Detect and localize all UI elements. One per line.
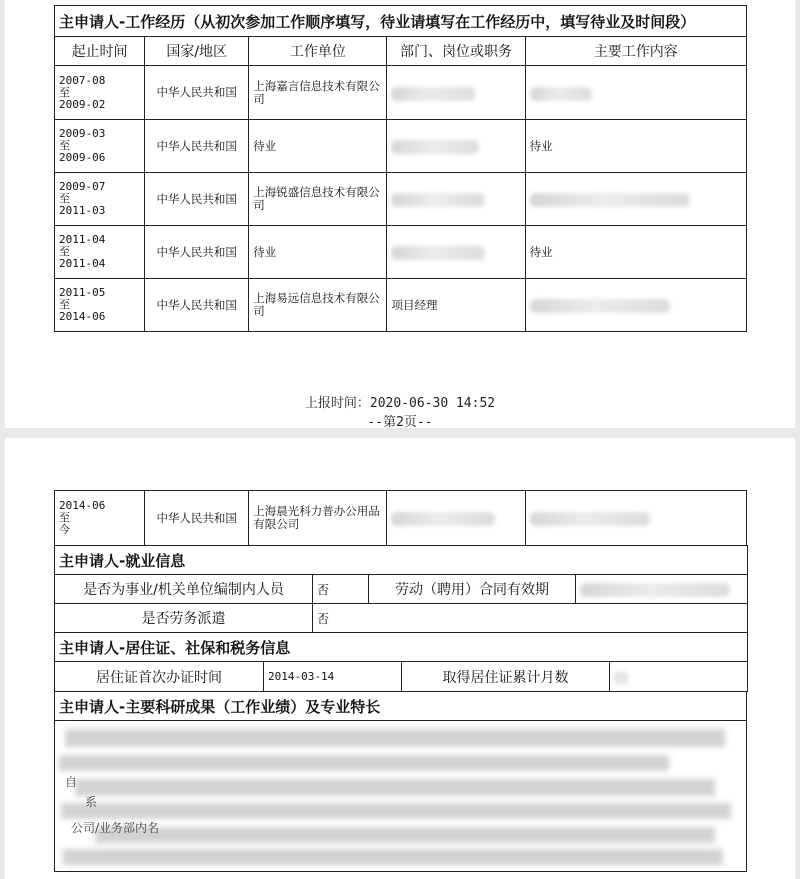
establishment-value: 否 — [313, 575, 369, 604]
period-cell: 2009-03 至 2009-06 — [55, 120, 145, 173]
duties-cell — [525, 279, 746, 332]
redacted-mark — [580, 583, 730, 597]
duties-cell: 待业 — [525, 226, 746, 279]
contract-period-label: 劳动（聘用）合同有效期 — [369, 575, 576, 604]
redacted-mark — [391, 140, 479, 154]
employment-section-title: 主申请人-就业信息 — [55, 546, 748, 575]
redacted-mark — [95, 827, 715, 843]
dispatch-label: 是否劳务派遣 — [55, 604, 313, 633]
redacted-mark — [614, 671, 628, 685]
position-cell — [387, 491, 525, 546]
redacted-mark — [63, 849, 723, 865]
position-cell — [387, 226, 525, 279]
table-row — [55, 120, 747, 173]
table-row — [55, 279, 747, 332]
employer-cell: 待业 — [249, 226, 387, 279]
employer-cell: 上海易远信息技术有限公司 — [249, 279, 387, 332]
table-row — [55, 491, 747, 546]
employment-table — [54, 545, 748, 633]
header-country: 国家/地区 — [145, 37, 249, 66]
work-history-section-title: 主申请人-工作经历（从初次参加工作顺序填写，待业请填写在工作经历中，填写待业及时间段） — [55, 6, 747, 37]
duties-cell — [525, 491, 746, 546]
page-number: --第2页-- — [367, 415, 433, 430]
achievements-section-title: 主申请人-主要科研成果（工作业绩）及专业特长 — [55, 692, 747, 721]
header-employer: 工作单位 — [249, 37, 387, 66]
document-page-2 — [5, 438, 795, 879]
text-fragment: 系 — [85, 795, 98, 809]
redacted-mark — [75, 779, 715, 796]
header-position: 部门、岗位或职务 — [387, 37, 525, 66]
redacted-mark — [391, 512, 495, 526]
continuation-table — [54, 490, 747, 546]
redacted-text-block — [55, 721, 746, 871]
report-time: 上报时间：2020-06-30 14:52 — [304, 396, 496, 411]
permit-months-value — [610, 662, 748, 692]
country-cell: 中华人民共和国 — [145, 173, 249, 226]
redacted-mark — [391, 193, 485, 207]
table-row — [55, 66, 747, 120]
employer-cell: 上海晨光科力普办公用品有限公司 — [249, 491, 387, 546]
employer-cell: 待业 — [249, 120, 387, 173]
permit-first-date-label: 居住证首次办证时间 — [55, 662, 264, 692]
duties-cell — [525, 173, 746, 226]
permit-first-date-value: 2014-03-14 — [264, 662, 402, 692]
header-duties: 主要工作内容 — [525, 37, 746, 66]
redacted-mark — [391, 87, 475, 101]
country-cell: 中华人民共和国 — [145, 66, 249, 120]
table-row — [55, 226, 747, 279]
text-fragment: 公司/业务部内名 — [71, 821, 160, 835]
employer-cell: 上海嘉言信息技术有限公司 — [249, 66, 387, 120]
text-fragment: 自 — [65, 775, 78, 789]
duties-cell — [525, 66, 746, 120]
period-cell: 2007-08 至 2009-02 — [55, 66, 145, 120]
table-row — [55, 173, 747, 226]
period-cell: 2014-06 至 今 — [55, 491, 145, 546]
country-cell: 中华人民共和国 — [145, 226, 249, 279]
period-cell: 2011-04 至 2011-04 — [55, 226, 145, 279]
header-period: 起止时间 — [55, 37, 145, 66]
redacted-mark — [530, 299, 670, 313]
redacted-mark — [530, 512, 650, 526]
dispatch-value: 否 — [313, 604, 748, 633]
redacted-mark — [65, 729, 725, 747]
period-cell: 2011-05 至 2014-06 — [55, 279, 145, 332]
redacted-mark — [59, 755, 669, 771]
achievements-table — [54, 691, 747, 872]
permit-months-label: 取得居住证累计月数 — [402, 662, 610, 692]
position-cell: 项目经理 — [387, 279, 525, 332]
redacted-mark — [61, 803, 731, 819]
achievements-content — [55, 721, 747, 872]
position-cell — [387, 66, 525, 120]
period-cell: 2009-07 至 2011-03 — [55, 173, 145, 226]
position-cell — [387, 120, 525, 173]
employer-cell: 上海锐盛信息技术有限公司 — [249, 173, 387, 226]
duties-cell: 待业 — [525, 120, 746, 173]
document-page-1 — [5, 0, 795, 428]
redacted-mark — [391, 246, 485, 260]
redacted-mark — [530, 87, 592, 101]
country-cell: 中华人民共和国 — [145, 120, 249, 173]
country-cell: 中华人民共和国 — [145, 279, 249, 332]
work-history-table — [54, 5, 747, 332]
redacted-mark — [530, 193, 690, 207]
position-cell — [387, 173, 525, 226]
residence-section-title: 主申请人-居住证、社保和税务信息 — [55, 633, 748, 662]
contract-period-value — [576, 575, 748, 604]
country-cell: 中华人民共和国 — [145, 491, 249, 546]
establishment-label: 是否为事业/机关单位编制内人员 — [55, 575, 313, 604]
residence-table — [54, 632, 748, 692]
